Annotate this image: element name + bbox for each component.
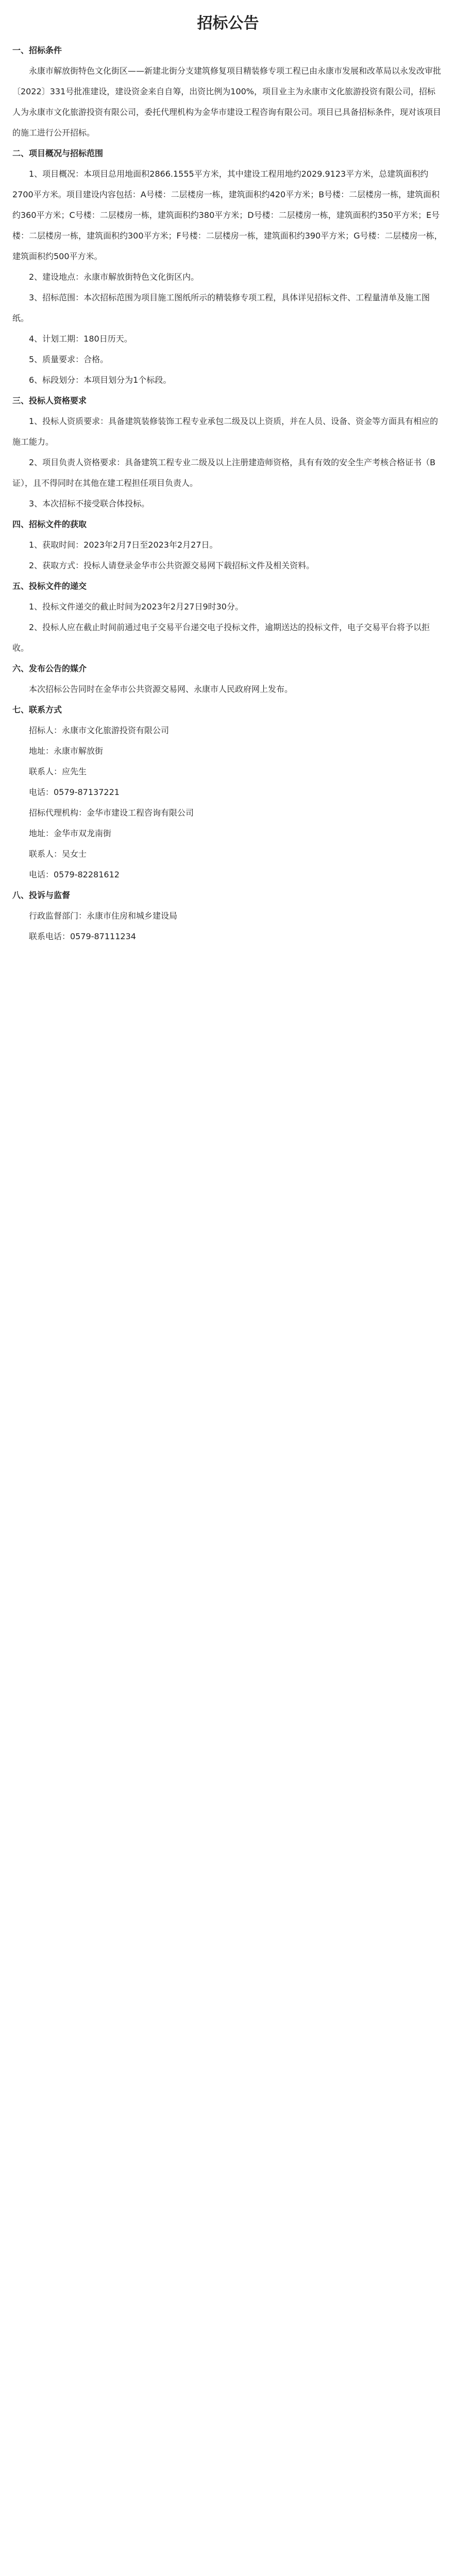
section-heading: 一、招标条件: [12, 45, 62, 55]
section-heading: 八、投诉与监督: [12, 890, 71, 900]
section-heading: 五、投标文件的递交: [12, 581, 87, 591]
section-paragraph: 1、获取时间：2023年2月7日至2023年2月27日。: [29, 540, 218, 550]
section-heading: 三、投标人资格要求: [12, 396, 87, 405]
section-paragraph: 招标代理机构：金华市建设工程咨询有限公司: [29, 808, 194, 818]
section-paragraph: 3、本次招标不接受联合体投标。: [29, 499, 150, 509]
section-paragraph: 2、建设地点：永康市解放街特色文化街区内。: [29, 272, 199, 282]
announcement-body: [12, 40, 443, 947]
section-heading: 二、项目概况与招标范围: [12, 148, 104, 158]
section-paragraph: 3、招标范围：本次招标范围为项目施工图纸所示的精装修专项工程，具体详见招标文件、工程量清单及施工图纸。: [12, 293, 430, 323]
section-paragraph: 2、投标人应在截止时间前通过电子交易平台递交电子投标文件，逾期送达的投标文件，电子交易平台将予以拒收。: [12, 622, 430, 653]
section-paragraph: 本次招标公告同时在金华市公共资源交易网、永康市人民政府网上发布。: [29, 684, 293, 694]
page-title: 招标公告: [197, 14, 259, 32]
section-paragraph: 1、投标人资质要求：具备建筑装修装饰工程专业承包二级及以上资质，并在人员、设备、资金等方面具有相应的施工能力。: [12, 416, 438, 447]
section-heading: 四、招标文件的获取: [12, 519, 87, 529]
section-paragraph: 电话：0579-87137221: [29, 787, 120, 797]
section-paragraph: 联系人：应先生: [29, 767, 87, 776]
section-heading: 六、发布公告的媒介: [12, 664, 87, 673]
section-paragraph: 地址：金华市双龙南街: [29, 828, 112, 838]
section-paragraph: 6、标段划分：本项目划分为1个标段。: [29, 375, 172, 385]
section-paragraph: 永康市解放街特色文化街区——新建北街分支建筑修复项目精装修专项工程已由永康市发展和改革局以永发改审批〔2022〕331号批准建设，建设资金来自自筹，出资比例为100%，项目业主为永康市文化旅游投资有限公司，招标人为永康市文化旅游投资有限公司，委托代理机构为金华市建设工程咨询有限公司。项目已具备招标条件，现对该项目的施工进行公开招标。: [12, 66, 442, 138]
section-paragraph: 1、项目概况：本项目总用地面积2866.1555平方米，其中建设工程用地约2029.9123平方米，总建筑面积约2700平方米。项目建设内容包括：A号楼：二层楼房一栋，建筑面积约420平方米；B号楼：二层楼房一栋，建筑面积约360平方米；C号楼：二层楼房一栋，建筑面积约380平方米；D号楼：二层楼房一栋，建筑面积约350平方米；E号楼：二层楼房一栋，建筑面积约300平方米；F号楼：二层楼房一栋，建筑面积约390平方米；G号楼：二层楼房一栋，建筑面积约500平方米。: [12, 169, 443, 261]
section-paragraph: 行政监督部门：永康市住房和城乡建设局: [29, 911, 178, 921]
section-paragraph: 5、质量要求：合格。: [29, 354, 109, 364]
section-paragraph: 4、计划工期：180日历天。: [29, 334, 132, 344]
section-paragraph: 联系电话：0579-87111234: [29, 931, 136, 941]
section-paragraph: 联系人：吴女士: [29, 849, 87, 859]
section-paragraph: 2、获取方式：投标人请登录金华市公共资源交易网下载招标文件及相关资料。: [29, 561, 315, 570]
section-paragraph: 电话：0579-82281612: [29, 870, 120, 879]
section-paragraph: 地址：永康市解放街: [29, 746, 104, 756]
section-paragraph: 招标人：永康市文化旅游投资有限公司: [29, 725, 170, 735]
section-paragraph: 1、投标文件递交的截止时间为2023年2月27日9时30分。: [29, 602, 243, 612]
section-paragraph: 2、项目负责人资格要求：具备建筑工程专业二级及以上注册建造师资格，具有有效的安全生产考核合格证书（B证），且不得同时在其他在建工程担任项目负责人。: [12, 457, 436, 488]
section-heading: 七、联系方式: [12, 705, 62, 715]
